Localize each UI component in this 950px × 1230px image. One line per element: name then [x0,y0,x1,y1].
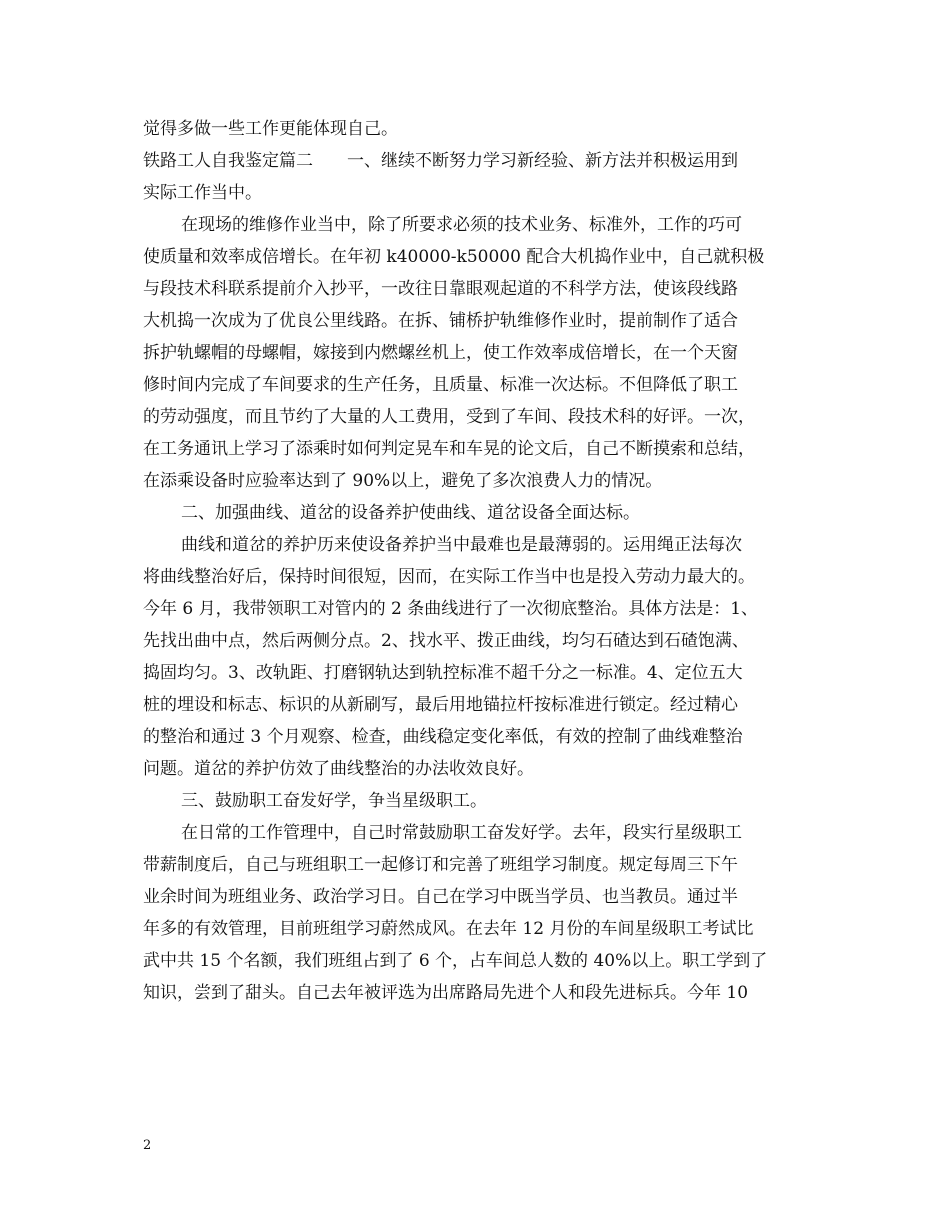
text-line [143,785,813,817]
text-line [143,689,813,721]
text-line-content: 修时间内完成了车间要求的生产任务，且质量、标准一次达标。不但降低了职工 [143,375,738,395]
text-line [143,625,813,657]
text-line [143,433,813,465]
text-line [143,337,813,369]
text-line-content: 在添乘设备时应验率达到了 90%以上，避免了多次浪费人力的情况。 [143,471,663,491]
text-line [143,113,813,145]
document-body [143,113,813,1009]
text-line [143,465,813,497]
text-line [143,977,813,1009]
text-line-content: 二、加强曲线、道岔的设备养护使曲线、道岔设备全面达标。 [181,503,640,523]
text-line [143,753,813,785]
text-line [143,369,813,401]
text-line [143,145,813,177]
text-line-content: 带薪制度后，自己与班组职工一起修订和完善了班组学习制度。规定每周三下午 [143,855,738,875]
page-number: 2 [143,1138,152,1153]
text-line [143,241,813,273]
text-line [143,721,813,753]
text-line [143,401,813,433]
text-line [143,881,813,913]
text-line-content: 曲线和道岔的养护历来使设备养护当中最难也是最薄弱的。运用绳正法每次 [181,535,742,555]
text-line [143,913,813,945]
text-line-content: 的整治和通过 3 个月观察、检查，曲线稳定变化率低，有效的控制了曲线难整治 [143,727,743,747]
text-line-tail: 一、继续不断努力学习新经验、新方法并积极运用到 [347,151,738,171]
text-line [143,177,813,209]
text-line-content: 在工务通讯上学习了添乘时如何判定晃车和车晃的论文后，自己不断摸索和总结， [143,439,755,459]
text-line [143,497,813,529]
text-line-content: 将曲线整治好后，保持时间很短，因而，在实际工作当中也是投入劳动力最大的。 [143,567,755,587]
text-line-content: 铁路工人自我鉴定篇二 [143,151,313,171]
text-line-content: 问题。道岔的养护仿效了曲线整治的办法收效良好。 [143,759,534,779]
text-line [143,305,813,337]
text-line-content: 知识，尝到了甜头。自己去年被评选为出席路局先进个人和段先进标兵。今年 10 [143,983,749,1003]
text-line [143,529,813,561]
text-line-content: 先找出曲中点，然后两侧分点。2、找水平、拨正曲线，均匀石碴达到石碴饱满、 [143,631,749,651]
text-line-content: 大机捣一次成为了优良公里线路。在拆、铺桥护轨维修作业时，提前制作了适合 [143,311,738,331]
text-line [143,593,813,625]
text-line-content: 年多的有效管理，目前班组学习蔚然成风。在去年 12 月份的车间星级职工考试比 [143,919,754,939]
text-line [143,657,813,689]
text-line [143,849,813,881]
text-line-content: 在现场的维修作业当中，除了所要求必须的技术业务、标准外，工作的巧可 [181,215,742,235]
text-line [143,817,813,849]
text-line-content: 今年 6 月，我带领职工对管内的 2 条曲线进行了一次彻底整治。具体方法是：1、 [143,599,759,619]
text-line-content: 使质量和效率成倍增长。在年初 k40000-k50000 配合大机捣作业中，自己就积极 [143,247,765,267]
text-line-content: 桩的埋设和标志、标识的从新刷写，最后用地锚拉杆按标准进行锁定。经过精心 [143,695,738,715]
text-line-content: 三、鼓励职工奋发好学，争当星级职工。 [181,791,487,811]
text-line [143,561,813,593]
text-line-content: 业余时间为班组业务、政治学习日。自己在学习中既当学员、也当教员。通过半 [143,887,738,907]
text-line-content: 实际工作当中。 [143,183,262,203]
text-line-content: 与段技术科联系提前介入抄平，一改往日靠眼观起道的不科学方法，使该段线路 [143,279,738,299]
text-line [143,273,813,305]
text-line-content: 武中共 15 个名额，我们班组占到了 6 个，占车间总人数的 40%以上。职工学到了 [143,951,768,971]
text-line [143,945,813,977]
text-line [143,209,813,241]
text-line-content: 觉得多做一些工作更能体现自己。 [143,119,398,139]
text-line-content: 在日常的工作管理中，自己时常鼓励职工奋发好学。去年，段实行星级职工 [181,823,742,843]
text-line-content: 捣固均匀。3、改轨距、打磨钢轨达到轨控标准不超千分之一标准。4、定位五大 [143,663,743,683]
text-line-content: 拆护轨螺帽的母螺帽，嫁接到内燃螺丝机上，使工作效率成倍增长，在一个天窗 [143,343,738,363]
text-line-content: 的劳动强度，而且节约了大量的人工费用，受到了车间、段技术科的好评。一次， [143,407,755,427]
